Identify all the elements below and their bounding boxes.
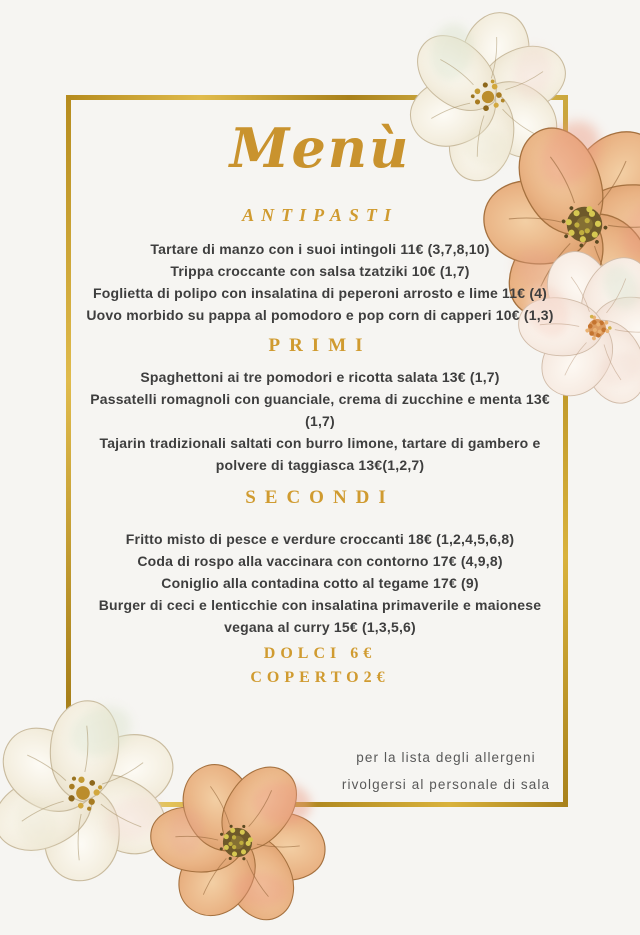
section-heading-secondi: SECONDI [245,487,395,508]
menu-item: Tartare di manzo con i suoi intingoli 11€ (3,7,8,10) [150,241,490,257]
flower-peach-bottom [145,750,330,935]
primi-items [83,366,557,476]
allergen-note [310,744,582,798]
section-heading-antipasti: ANTIPASTI [242,205,398,225]
allergen-note-line: rivolgersi al personale di sala [341,777,551,792]
menu-content [78,95,562,690]
menu-item: Tajarin tradizionali saltati con burro limone, tartare di gambero e polvere di taggiasca 13€(1,2,7) [99,435,541,473]
menu-item: Foglietta di polipo con insalatina di peperoni arrosto e lime 11€ (4) [92,285,548,301]
menu-item: Coniglio alla contadina cotto al tegame 17€ (9) [161,575,479,591]
menu-item: Uovo morbido su pappa al pomodoro e pop corn di capperi 10€ (1,3) [86,307,554,323]
menu-item: Burger di ceci e lenticchie con insalatina primaverile e maionese vegana al curry 15€ (1,3,5,6) [98,597,542,635]
menu-item: Spaghettoni ai tre pomodori e ricotta salata 13€ (1,7) [140,369,500,385]
section-heading-primi: PRIMI [268,335,372,356]
menu-item: Fritto misto di pesce e verdure croccanti 18€ (1,2,4,5,6,8) [125,531,515,547]
menu-item: Trippa croccante con salsa tzatziki 10€ (1,7) [170,263,470,279]
footer-block [78,642,562,690]
dolci-line: DOLCI 6€ [263,645,377,662]
allergen-note-line: per la lista degli allergeni [356,750,536,765]
coperto-line: COPERTO2€ [250,669,390,686]
antipasti-items [83,238,557,326]
menu-item: Coda di rospo alla vaccinara con contorno 17€ (4,9,8) [137,553,503,569]
menu-item: Passatelli romagnoli con guanciale, crema di zucchine e menta 13€ (1,7) [90,391,550,429]
secondi-items [83,528,557,638]
page-title: Menù [229,116,411,180]
